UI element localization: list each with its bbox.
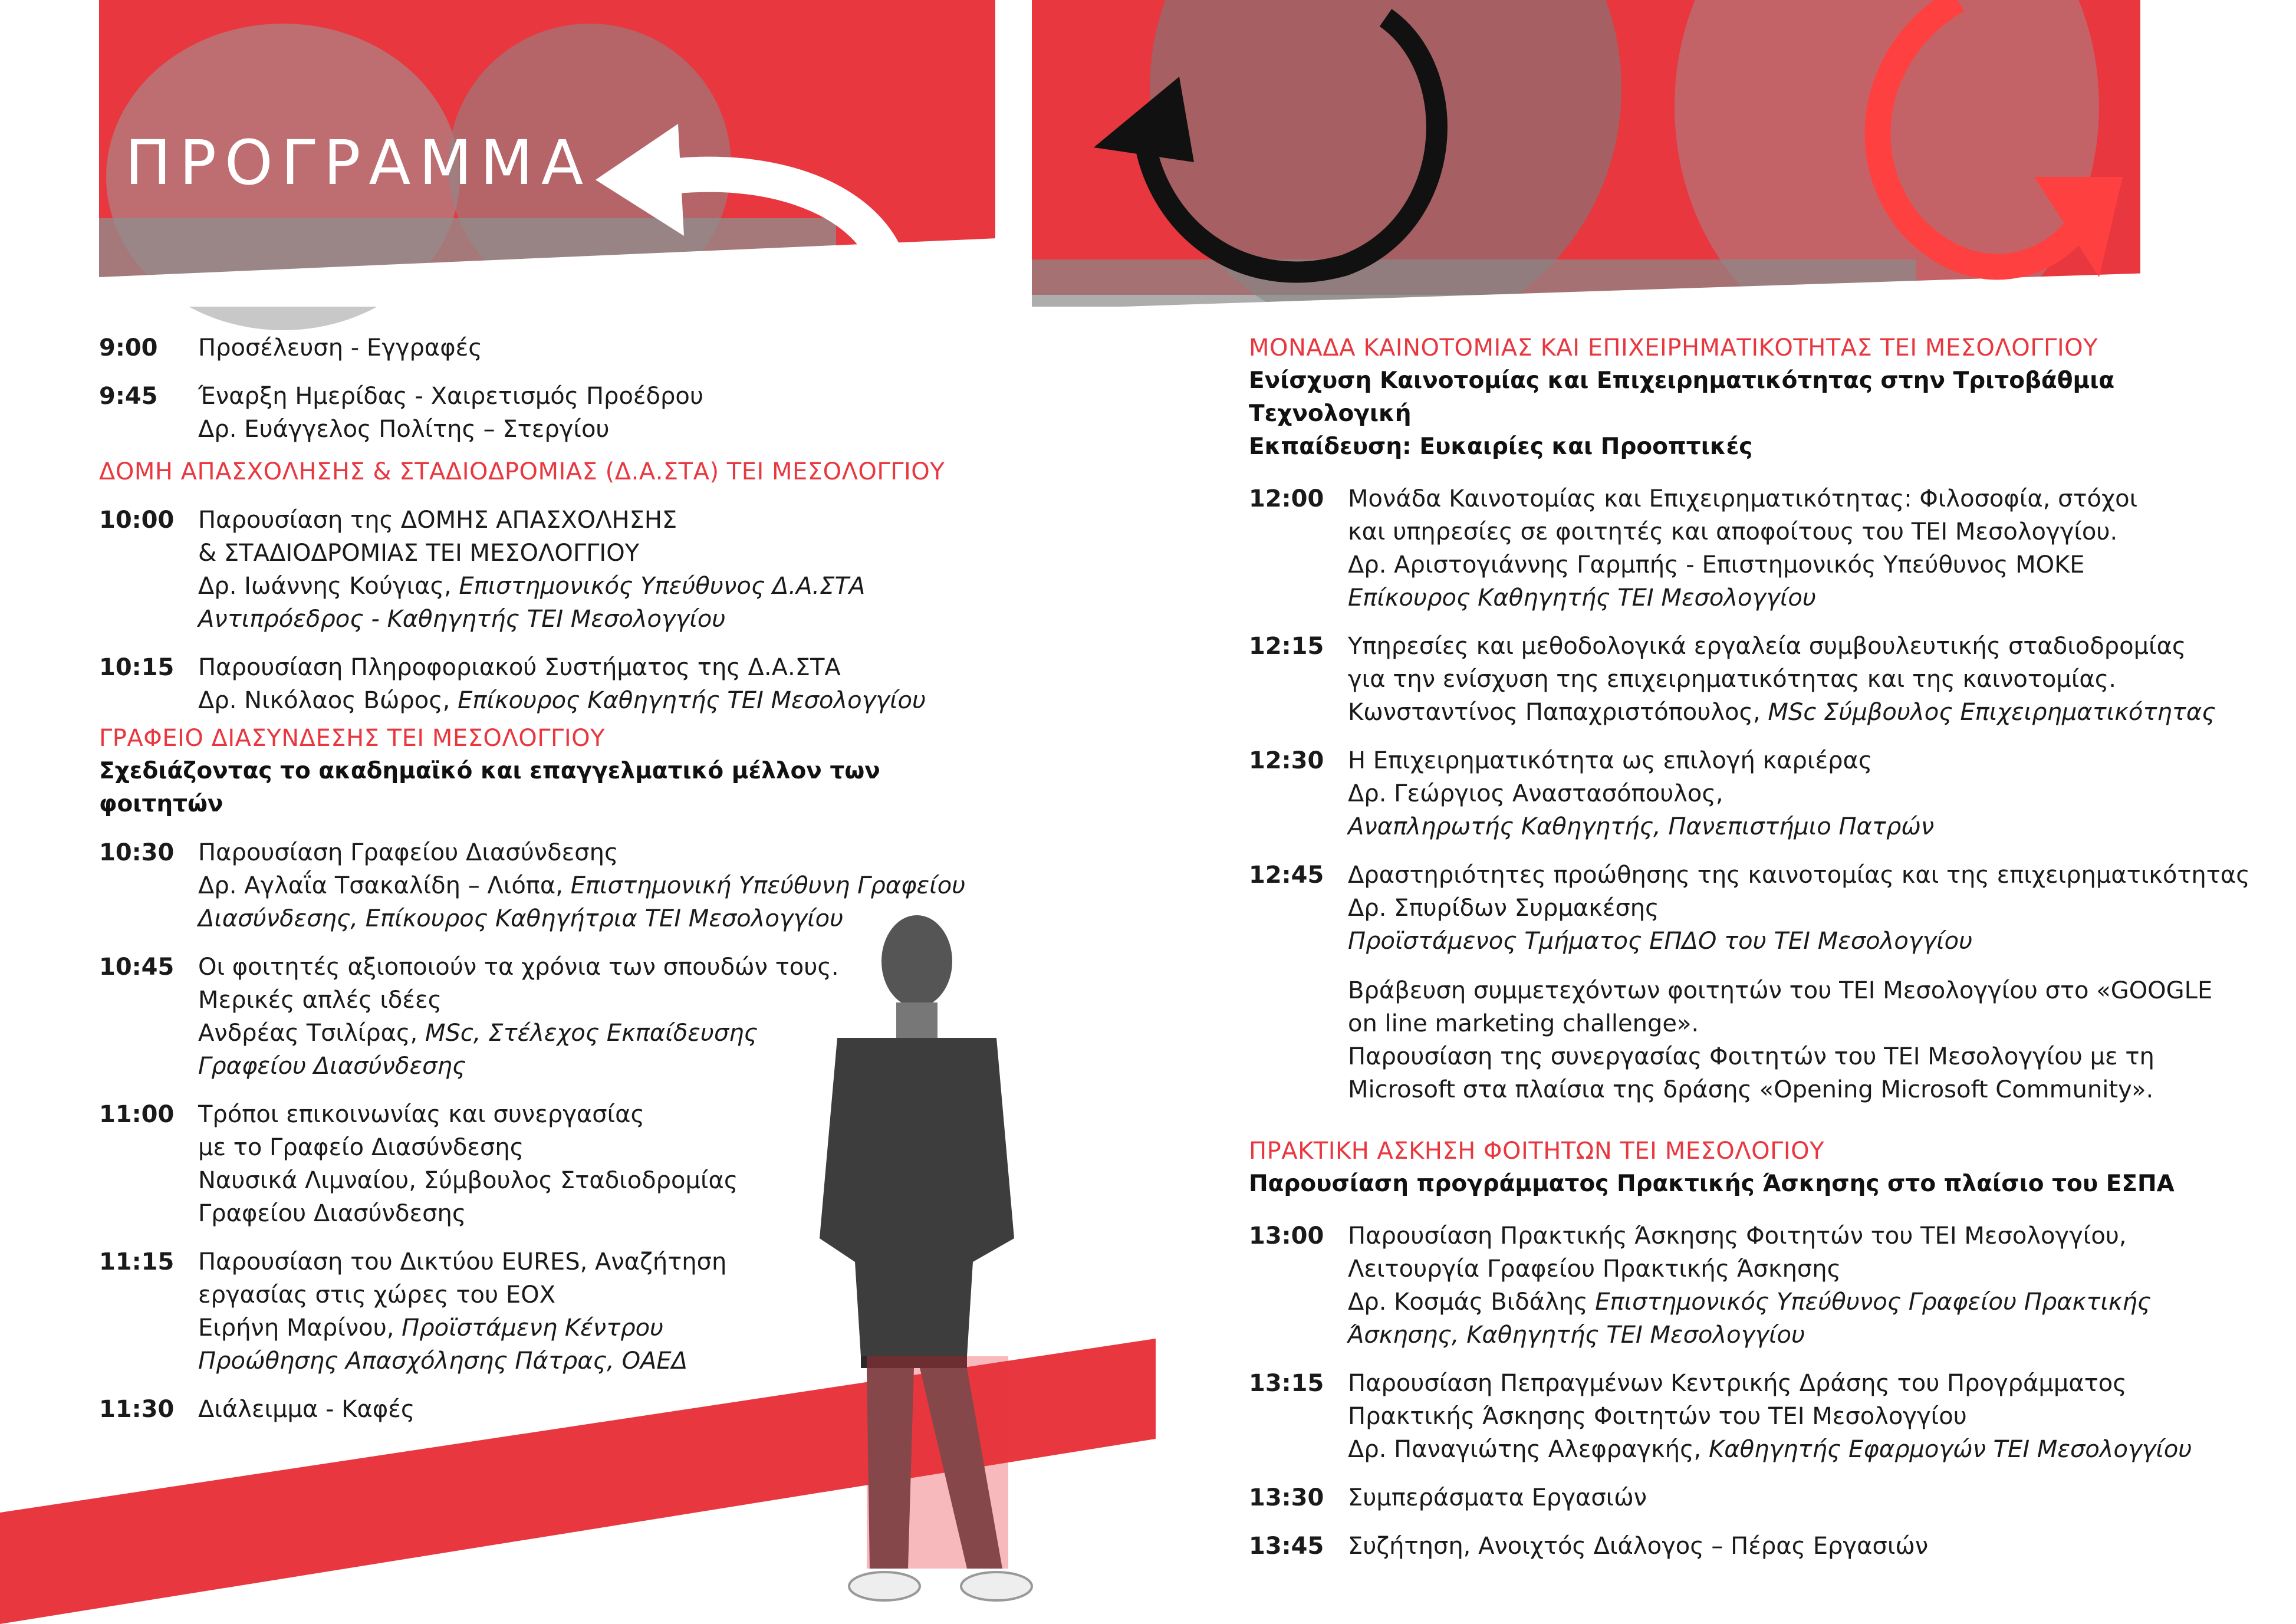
section-heading-office: ΓΡΑΦΕΙΟ ΔΙΑΣΥΝΔΕΣΗΣ ΤΕΙ ΜΕΣΟΛΟΓΓΙΟΥ bbox=[99, 725, 606, 752]
item-line: Λειτουργία Γραφείου Πρακτικής Άσκησης bbox=[1348, 1255, 1841, 1283]
schedule-item bbox=[99, 836, 966, 935]
item-body bbox=[1348, 1530, 1928, 1563]
note-line: Βράβευση συμμετεχόντων φοιτητών του ΤΕΙ Μεσολογγίου στο «GOOGLE bbox=[1348, 977, 2213, 1004]
speaker-line bbox=[198, 1311, 726, 1344]
item-line: εργασίας στις χώρες του ΕΟΧ bbox=[198, 1281, 556, 1309]
note-line: on line marketing challenge». bbox=[1348, 1010, 1699, 1037]
time: 12:00 bbox=[1249, 485, 1324, 512]
speaker-role: Επιστημονική Υπεύθυνη Γραφείου bbox=[570, 872, 966, 899]
item-line: Παρουσίαση του Δικτύου EURES, Αναζήτηση bbox=[198, 1248, 727, 1275]
speaker-line: Δρ. Γεώργιος Αναστασόπουλος, bbox=[1348, 780, 1723, 807]
item-line: Παρουσίαση Πληροφοριακού Συστήματος της Δ.Α.ΣΤΑ bbox=[198, 654, 841, 681]
speaker-role: Αναπληρωτής Καθηγητής, Πανεπιστήμιο Πατρών bbox=[1348, 813, 1935, 840]
note-line: Παρουσίαση της συνεργασίας Φοιτητών του ΤΕΙ Μεσολογγίου με τη bbox=[1348, 1043, 2154, 1070]
item-line: για την ενίσχυση της επιχειρηματικότητας και της καινοτομίας. bbox=[1348, 666, 2116, 693]
speaker-name: Δρ. Νικόλαος Βώρος, bbox=[198, 687, 458, 714]
item-line: Παρουσίαση Πρακτικής Άσκησης Φοιτητών του ΤΕΙ Μεσολογγίου, bbox=[1348, 1222, 2127, 1250]
time: 12:15 bbox=[1249, 633, 1324, 660]
item-body bbox=[1348, 1367, 2192, 1466]
item-line: & ΣΤΑΔΙΟΔΡΟΜΙΑΣ ΤΕΙ ΜΕΣΟΛΟΓΓΙΟΥ bbox=[198, 540, 640, 567]
speaker-line: Ναυσικά Λιμναίου, Σύμβουλος Σταδιοδρομίας bbox=[198, 1167, 738, 1194]
item-line: Διάλειμμα - Καφές bbox=[198, 1396, 415, 1423]
right-column bbox=[1249, 331, 2251, 1563]
item-body bbox=[198, 331, 482, 364]
section-heading-practice: ΠΡΑΚΤΙΚΗ ΑΣΚΗΣΗ ΦΟΙΤΗΤΩΝ ΤΕΙ ΜΕΣΟΛΟΓΙΟΥ bbox=[1249, 1138, 1825, 1165]
schedule-item bbox=[1249, 482, 2251, 614]
speaker-role: Γραφείου Διασύνδεσης bbox=[198, 1200, 466, 1227]
time: 9:00 bbox=[99, 334, 158, 361]
note-line: Microsoft στα πλαίσια της δράσης «Opening Microsoft Community». bbox=[1348, 1076, 2154, 1103]
left-column bbox=[99, 331, 966, 1426]
award-note bbox=[1348, 974, 2251, 1106]
item-line: Προσέλευση - Εγγραφές bbox=[198, 334, 482, 361]
item-body bbox=[198, 651, 926, 717]
speaker-role: Γραφείου Διασύνδεσης bbox=[198, 1053, 466, 1080]
time: 10:45 bbox=[99, 954, 175, 981]
section-heading-innovation: ΜΟΝΑΔΑ ΚΑΙΝΟΤΟΜΙΑΣ ΚΑΙ ΕΠΙΧΕΙΡΗΜΑΤΙΚΟΤΗΤΑΣ ΤΕΙ ΜΕΣΟΛΟΓΓΙΟΥ bbox=[1249, 334, 2098, 361]
speaker-role: Προϊστάμενη Κέντρου bbox=[402, 1314, 664, 1342]
schedule-item bbox=[99, 1098, 954, 1230]
speaker-line bbox=[198, 1017, 839, 1050]
item-line: Οι φοιτητές αξιοποιούν τα χρόνια των σπουδών τους. bbox=[198, 954, 839, 981]
speaker-line bbox=[1348, 1433, 2192, 1466]
speaker-line: Δρ. Αριστογιάννης Γαρμπής - Επιστημονικός Υπεύθυνος ΜΟΚΕ bbox=[1348, 551, 2085, 578]
time: 11:00 bbox=[99, 1101, 175, 1128]
schedule-item bbox=[1249, 1481, 2251, 1514]
section-heading-dasta: ΔΟΜΗ ΑΠΑΣΧΟΛΗΣΗΣ & ΣΤΑΔΙΟΔΡΟΜΙΑΣ (Δ.Α.ΣΤΑ) ΤΕΙ ΜΕΣΟΛΟΓΓΙΟΥ bbox=[99, 458, 945, 485]
section-subtitle-office: Σχεδιάζοντας το ακαδημαϊκό και επαγγελματικό μέλλον των φοιτητών bbox=[99, 758, 880, 817]
speaker-role: Επίκουρος Καθηγητής ΤΕΙ Μεσολογγίου bbox=[458, 687, 926, 714]
time: 10:00 bbox=[99, 507, 175, 534]
item-body bbox=[198, 1245, 726, 1378]
item-body bbox=[1348, 630, 2216, 729]
time: 13:30 bbox=[1249, 1484, 1324, 1511]
schedule-item bbox=[1249, 630, 2251, 729]
schedule-item bbox=[1249, 1530, 2251, 1563]
speaker-line: Δρ. Σπυρίδων Συρμακέσης bbox=[1348, 895, 1659, 922]
item-line: Συζήτηση, Ανοιχτός Διάλογος – Πέρας Εργασιών bbox=[1348, 1533, 1929, 1560]
page-title: ΠΡΟΓΡΑΜΜΑ bbox=[125, 127, 592, 199]
speaker-role: Αντιπρόεδρος - Καθηγητής ΤΕΙ Μεσολογγίου bbox=[198, 606, 726, 633]
speaker-role: Επιστημονικός Υπεύθυνος Γραφείου Πρακτικής bbox=[1595, 1288, 2152, 1316]
speaker-role: MSc, Στέλεχος Εκπαίδευσης bbox=[425, 1020, 758, 1047]
item-body bbox=[1348, 482, 2137, 614]
section-subtitle-innovation: Ενίσχυση Καινοτομίας και Επιχειρηματικότητας στην Τριτοβάθμια Τεχνολογική bbox=[1249, 367, 2115, 427]
item-line: Μερικές απλές ιδέες bbox=[198, 987, 442, 1014]
schedule-item bbox=[1249, 1367, 2251, 1466]
item-line: Έναρξη Ημερίδας - Χαιρετισμός Προέδρου bbox=[198, 383, 704, 410]
item-body bbox=[1348, 859, 2250, 958]
item-line: Δραστηριότητες προώθησης της καινοτομίας και της επιχειρηματικότητας bbox=[1348, 862, 2250, 889]
item-line: Τρόποι επικοινωνίας και συνεργασίας bbox=[198, 1101, 645, 1128]
time: 13:15 bbox=[1249, 1370, 1324, 1397]
time: 12:30 bbox=[1249, 747, 1324, 774]
schedule-item bbox=[99, 951, 954, 1083]
speaker-role: Καθηγητής Εφαρμογών ΤΕΙ Μεσολογγίου bbox=[1708, 1436, 2192, 1463]
item-body bbox=[1348, 1219, 2151, 1352]
item-line: Παρουσίαση Γραφείου Διασύνδεσης bbox=[198, 839, 619, 866]
speaker-role: Προϊστάμενος Τμήματος ΕΠΔΟ του ΤΕΙ Μεσολογγίου bbox=[1348, 928, 1973, 955]
item-line: Παρουσίαση Πεπραγμένων Κεντρικής Δράσης του Προγράμματος bbox=[1348, 1370, 2127, 1397]
item-body bbox=[198, 836, 965, 935]
item-body bbox=[1348, 744, 1934, 843]
time: 13:45 bbox=[1249, 1533, 1324, 1560]
speaker-name: Δρ. Παναγιώτης Αλεφραγκής, bbox=[1348, 1436, 1709, 1463]
speaker-line bbox=[198, 869, 965, 902]
speaker-role: MSc Σύμβουλος Επιχειρηματικότητας bbox=[1768, 699, 2216, 726]
speaker-name: Ειρήνη Μαρίνου, bbox=[198, 1314, 402, 1342]
item-body bbox=[198, 1098, 738, 1230]
speaker-line bbox=[198, 684, 926, 717]
item-line: Πρακτικής Άσκησης Φοιτητών του ΤΕΙ Μεσολογγίου bbox=[1348, 1403, 1967, 1430]
speaker-name: Ανδρέας Τσιλίρας, bbox=[198, 1020, 425, 1047]
speaker-role: Επίκουρος Καθηγητής ΤΕΙ Μεσολογγίου bbox=[1348, 584, 1817, 612]
schedule-item bbox=[99, 1393, 954, 1426]
item-body bbox=[198, 504, 865, 636]
speaker-line bbox=[1348, 1286, 2151, 1319]
schedule-item bbox=[1249, 859, 2251, 958]
speaker-name: Κωνσταντίνος Παπαχριστόπουλος, bbox=[1348, 699, 1768, 726]
speaker-role: Διασύνδεσης, Επίκουρος Καθηγήτρια ΤΕΙ Μεσολογγίου bbox=[198, 905, 844, 932]
time: 13:00 bbox=[1249, 1222, 1324, 1250]
item-body bbox=[198, 1393, 415, 1426]
speaker-name: Δρ. Αγλαΐα Τσακαλίδη – Λιόπα, bbox=[198, 872, 571, 899]
speaker-line bbox=[198, 570, 865, 603]
item-body bbox=[1348, 1481, 1647, 1514]
item-line: Συμπεράσματα Εργασιών bbox=[1348, 1484, 1647, 1511]
time: 11:15 bbox=[99, 1248, 175, 1275]
item-line: Μονάδα Καινοτομίας και Επιχειρηματικότητας: Φιλοσοφία, στόχοι bbox=[1348, 485, 2138, 512]
time: 9:45 bbox=[99, 383, 158, 410]
section-subtitle-innovation-2: Εκπαίδευση: Ευκαιρίες και Προοπτικές bbox=[1249, 433, 1753, 460]
schedule-item bbox=[99, 380, 954, 446]
item-line: Υπηρεσίες και μεθοδολογικά εργαλεία συμβουλευτικής σταδιοδρομίας bbox=[1348, 633, 2186, 660]
item-line: Η Επιχειρηματικότητα ως επιλογή καριέρας bbox=[1348, 747, 1873, 774]
schedule-item bbox=[1249, 744, 2251, 843]
schedule-item bbox=[99, 1245, 954, 1378]
schedule-item bbox=[99, 504, 954, 636]
item-body bbox=[198, 380, 703, 446]
time: 11:30 bbox=[99, 1396, 175, 1423]
speaker-name: Δρ. Κοσμάς Βιδάλης bbox=[1348, 1288, 1596, 1316]
schedule-item bbox=[1249, 1219, 2251, 1352]
schedule-item bbox=[99, 331, 954, 364]
time: 10:15 bbox=[99, 654, 175, 681]
section-subtitle-practice: Παρουσίαση προγράμματος Πρακτικής Άσκησης στο πλαίσιο του ΕΣΠΑ bbox=[1249, 1171, 2175, 1197]
item-line: Παρουσίαση της ΔΟΜΗΣ ΑΠΑΣΧΟΛΗΣΗΣ bbox=[198, 507, 677, 534]
time: 12:45 bbox=[1249, 862, 1324, 889]
item-line: και υπηρεσίες σε φοιτητές και αποφοίτους του ΤΕΙ Μεσολογγίου. bbox=[1348, 518, 2118, 545]
item-body bbox=[198, 951, 839, 1083]
schedule-item bbox=[99, 651, 954, 717]
speaker-line bbox=[1348, 696, 2216, 729]
speaker-name: Δρ. Ιωάννης Κούγιας, bbox=[198, 573, 459, 600]
time: 10:30 bbox=[99, 839, 175, 866]
item-line: Δρ. Ευάγγελος Πολίτης – Στεργίου bbox=[198, 416, 610, 443]
speaker-role: Επιστημονικός Υπεύθυνος Δ.Α.ΣΤΑ bbox=[459, 573, 866, 600]
speaker-role: Προώθησης Απασχόλησης Πάτρας, ΟΑΕΔ bbox=[198, 1347, 688, 1375]
item-line: με το Γραφείο Διασύνδεσης bbox=[198, 1134, 524, 1161]
speaker-role: Άσκησης, Καθηγητής ΤΕΙ Μεσολογγίου bbox=[1348, 1321, 1805, 1349]
